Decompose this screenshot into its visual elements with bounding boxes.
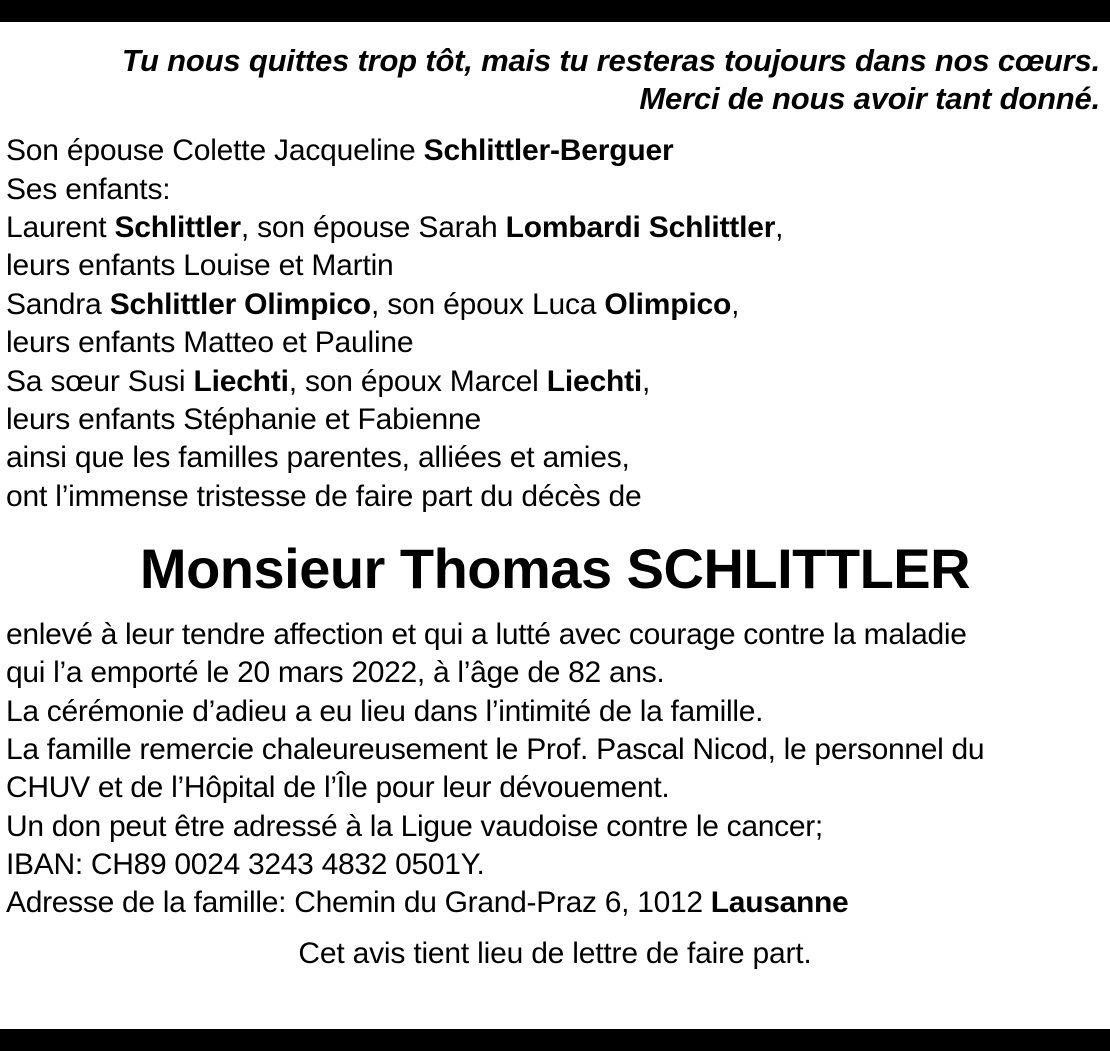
body-block [6,616,1104,923]
plain-text: IBAN: CH89 0024 3243 4832 0501Y. [6,848,485,882]
emphasized-text: Schlittler [114,211,241,245]
plain-text: leurs enfants Stéphanie et Fabienne [6,402,482,436]
epigraph [6,42,1104,118]
plain-text: La famille remercie chaleureusement le Prof. Pascal Nicod, le personnel du [6,732,985,766]
text-line-thanks-2 [6,769,1104,807]
emphasized-text: Liechti [193,364,289,398]
text-line-announce [6,478,1104,516]
family-block [6,132,1104,516]
text-line-sister [6,363,1104,401]
emphasized-text: Liechti [546,364,643,398]
text-line-families [6,439,1104,477]
plain-text: Sa sœur Susi [6,364,194,398]
plain-text: ainsi que les familles parentes, alliées et amies, [6,441,630,475]
plain-text: , son épouse Sarah [240,211,506,245]
text-line-thanks-1 [6,731,1104,769]
emphasized-text: Schlittler Olimpico [109,287,371,321]
plain-text: , [731,287,740,321]
text-line-donation [6,808,1104,846]
text-line-tribute-2 [6,654,1104,692]
epigraph-line: Tu nous quittes trop tôt, mais tu resteras toujours dans nos cœurs. [121,43,1100,78]
plain-text: , son époux Luca [370,287,605,321]
text-line-tribute-1 [6,616,1104,654]
text-line-spouse [6,132,1104,170]
plain-text: Un don peut être adressé à la Ligue vaudoise contre le cancer; [6,809,823,843]
plain-text: Ses enfants: [6,172,171,206]
plain-text: leurs enfants Louise et Martin [6,249,394,283]
plain-text: Adresse de la famille: Chemin du Grand-Praz 6, 1012 [6,886,711,920]
plain-text: , son époux Marcel [288,364,547,398]
emphasized-text: Schlittler-Berguer [423,134,674,168]
deceased-name: Monsieur Thomas SCHLITTLER [139,537,971,601]
text-line-ceremony [6,693,1104,731]
emphasized-text: Olimpico [604,287,732,321]
text-line-son [6,209,1104,247]
plain-text: Sandra [6,287,110,321]
closing-statement: Cet avis tient lieu de lettre de faire part. [298,936,812,970]
text-line-sister-children [6,401,1104,439]
plain-text: Laurent [6,211,115,245]
plain-text: qui l’a emporté le 20 mars 2022, à l’âge de 82 ans. [6,656,665,690]
text-line-daughter-children [6,324,1104,362]
plain-text: CHUV et de l’Hôpital de l’Île pour leur dévouement. [6,771,670,805]
text-line-address [6,884,1104,922]
text-line-iban [6,846,1104,884]
epigraph-line: Merci de nous avoir tant donné. [639,81,1100,117]
text-line-son-children [6,247,1104,285]
emphasized-text: Lombardi Schlittler [505,211,776,245]
text-line-children-label [6,171,1104,209]
plain-text: La cérémonie d’adieu a eu lieu dans l’intimité de la famille. [6,694,764,728]
plain-text: leurs enfants Matteo et Pauline [6,326,414,360]
plain-text: enlevé à leur tendre affection et qui a lutté avec courage contre la maladie [6,617,967,651]
plain-text: Son épouse Colette Jacqueline [6,134,424,168]
emphasized-text: Lausanne [710,886,849,920]
plain-text: ont l’immense tristesse de faire part du décès de [6,479,642,513]
plain-text: , [775,211,784,245]
text-line-daughter [6,286,1104,324]
plain-text: , [642,364,651,398]
notice-content [0,22,1110,971]
